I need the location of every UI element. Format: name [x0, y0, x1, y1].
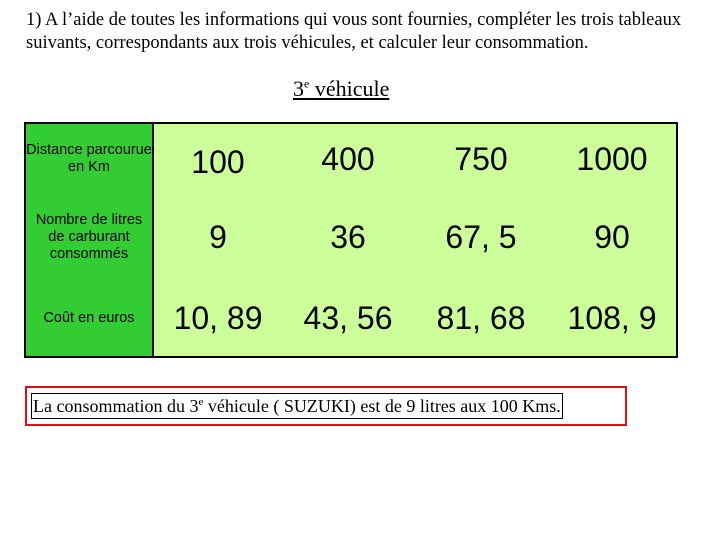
conclusion-text	[31, 393, 563, 419]
row-header-distance: Distance parcourue en Km	[26, 124, 154, 194]
vehicle-title	[293, 76, 389, 102]
conclusion-box	[25, 386, 627, 426]
table-cell: 108, 9	[548, 280, 676, 356]
table-cell: 10, 89	[154, 280, 282, 356]
conclusion-after: véhicule ( SUZUKI) est de 9 litres aux 100 Kms.	[203, 396, 561, 416]
vehicle-number-suffix: e	[304, 76, 310, 91]
table-cell: 81, 68	[414, 280, 548, 356]
instructions-text: 1) A l’aide de toutes les informations qui vous sont fournies, compléter les trois tableaux suivants, correspondants aux trois véhicules, et calculer leur consommation.	[26, 10, 682, 53]
vehicle-number: 3	[293, 76, 304, 101]
conclusion-suffix: e	[198, 396, 204, 408]
row-header-fuel: Nombre de litres de carburant consommés	[26, 194, 154, 280]
table-cell: 400	[282, 124, 414, 194]
table-cell: 36	[282, 194, 414, 280]
conclusion-before: La consommation du 3	[33, 396, 199, 416]
table-cell: 100	[154, 124, 282, 194]
table-cell: 43, 56	[282, 280, 414, 356]
table-cell: 1000	[548, 124, 676, 194]
table-cell: 67, 5	[414, 194, 548, 280]
table-cell: 90	[548, 194, 676, 280]
row-header-cost: Coût en euros	[26, 280, 154, 356]
table-cell: 750	[414, 124, 548, 194]
vehicle-label: véhicule	[309, 76, 390, 101]
table-cell: 9	[154, 194, 282, 280]
